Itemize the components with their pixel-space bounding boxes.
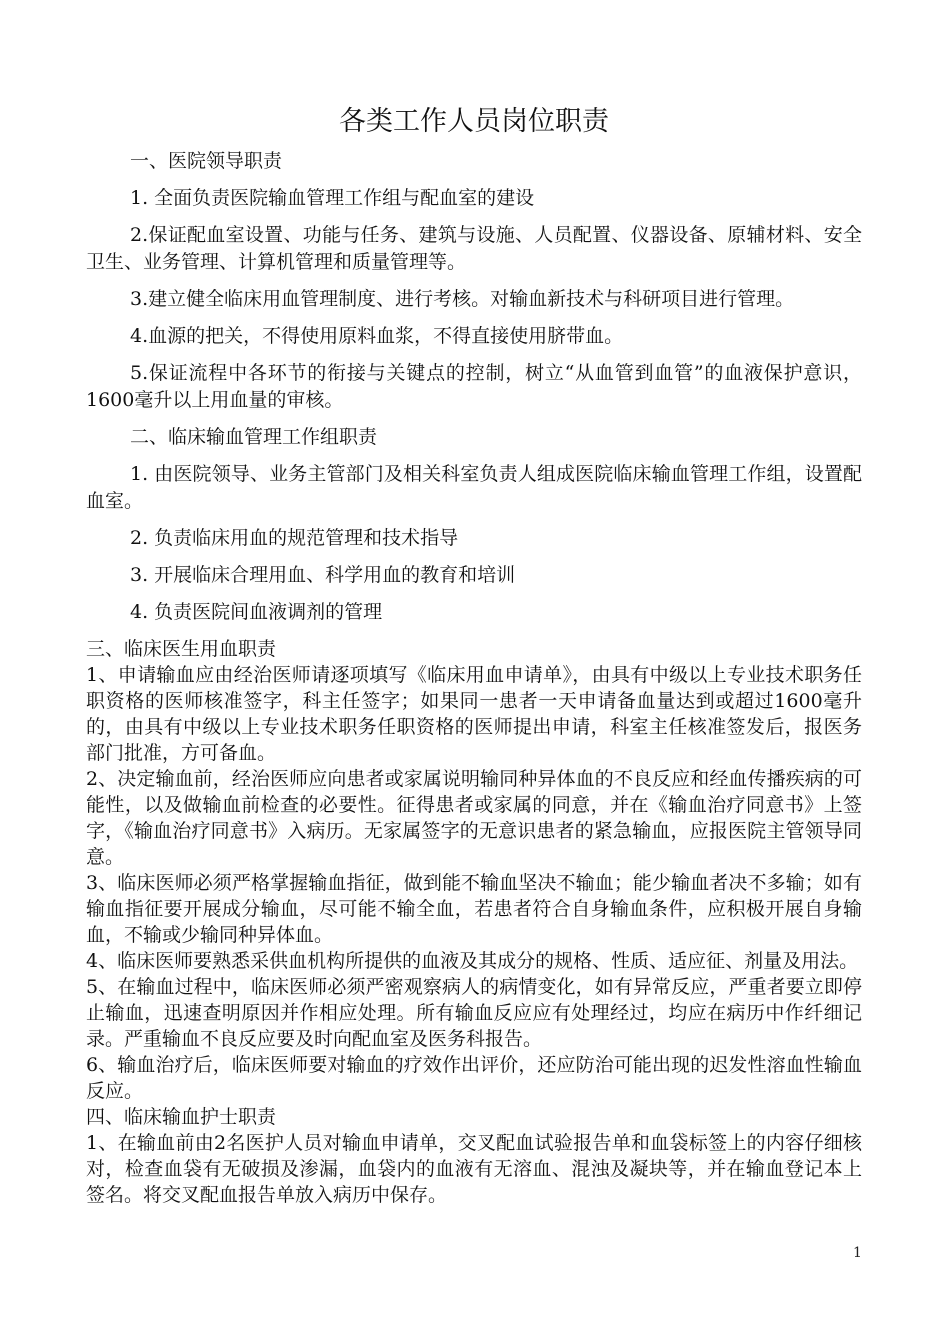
section-item: 4.血源的把关，不得使用原料血浆，不得直接使用脐带血。 bbox=[130, 325, 624, 347]
section-transfusion-management-group bbox=[86, 424, 862, 626]
section-item: 5.保证流程中各环节的衔接与关键点的控制，树立“从血管到血管”的血液保护意识，1600毫升以上用血量的审核。 bbox=[86, 362, 862, 411]
section-item: 2、决定输血前，经治医师应向患者或家属说明输同种异体血的不良反应和经血传播疾病的可能性，以及做输血前检查的必要性。征得患者或家属的同意，并在《输血治疗同意书》上签字，《输血治疗同意书》入病历。无家属签字的无意识患者的紧急输血，应报医院主管领导同意。 bbox=[86, 768, 862, 868]
section-transfusion-nurse bbox=[86, 1104, 862, 1208]
section-item: 1、申请输血应由经治医师请逐项填写《临床用血申请单》，由具有中级以上专业技术职务任职资格的医师核准签字，科主任签字；如果同一患者一天申请备血量达到或超过1600毫升的，由具有中级以上专业技术职务任职资格的医师提出申请，科室主任核准签发后，报医务部门批准，方可备血。 bbox=[86, 664, 862, 764]
document-page bbox=[86, 104, 862, 1208]
page-number: 1 bbox=[853, 1245, 862, 1261]
section-item: 3. 开展临床合理用血、科学用血的教育和培训 bbox=[130, 564, 516, 586]
document-title: 各类工作人员岗位职责 bbox=[339, 106, 609, 137]
section-item: 4. 负责医院间血液调剂的管理 bbox=[130, 601, 383, 623]
section-heading: 三、临床医生用血职责 bbox=[86, 638, 277, 660]
section-item: 2. 负责临床用血的规范管理和技术指导 bbox=[130, 527, 459, 549]
section-item: 2.保证配血室设置、功能与任务、建筑与设施、人员配置、仪器设备、原辅材料、安全卫生、业务管理、计算机管理和质量管理等。 bbox=[86, 224, 862, 273]
section-heading: 二、临床输血管理工作组职责 bbox=[130, 426, 378, 448]
section-item: 1、在输血前由2名医护人员对输血申请单，交叉配血试验报告单和血袋标签上的内容仔细核对，检查血袋有无破损及渗漏，血袋内的血液有无溶血、混浊及凝块等，并在输血登记本上签名。将交叉配血报告单放入病历中保存。 bbox=[86, 1132, 862, 1206]
section-heading: 四、临床输血护士职责 bbox=[86, 1106, 277, 1128]
section-item: 3、临床医师必须严格掌握输血指征，做到能不输血坚决不输血；能少输血者决不多输；如有输血指征要开展成分输血，尽可能不输全血，若患者符合自身输血条件，应积极开展自身输血，不输或少输同种异体血。 bbox=[86, 872, 862, 946]
section-hospital-leadership bbox=[86, 148, 862, 414]
section-item: 1. 全面负责医院输血管理工作组与配血室的建设 bbox=[130, 187, 535, 209]
section-heading: 一、医院领导职责 bbox=[130, 150, 283, 172]
section-item: 5、在输血过程中，临床医师必须严密观察病人的病情变化，如有异常反应，严重者要立即停止输血，迅速查明原因并作相应处理。所有输血反应应有处理经过，均应在病历中作纤细记录。严重输血不良反应要及时向配血室及医务科报告。 bbox=[86, 976, 862, 1050]
section-item: 1. 由医院领导、业务主管部门及相关科室负责人组成医院临床输血管理工作组，设置配血室。 bbox=[86, 463, 862, 512]
section-item: 4、临床医师要熟悉采供血机构所提供的血液及其成分的规格、性质、适应征、剂量及用法。 bbox=[86, 950, 859, 972]
section-clinical-doctor bbox=[86, 636, 862, 1104]
section-item: 6、输血治疗后，临床医师要对输血的疗效作出评价，还应防治可能出现的迟发性溶血性输血反应。 bbox=[86, 1054, 862, 1102]
section-item: 3.建立健全临床用血管理制度、进行考核。对输血新技术与科研项目进行管理。 bbox=[130, 288, 795, 310]
